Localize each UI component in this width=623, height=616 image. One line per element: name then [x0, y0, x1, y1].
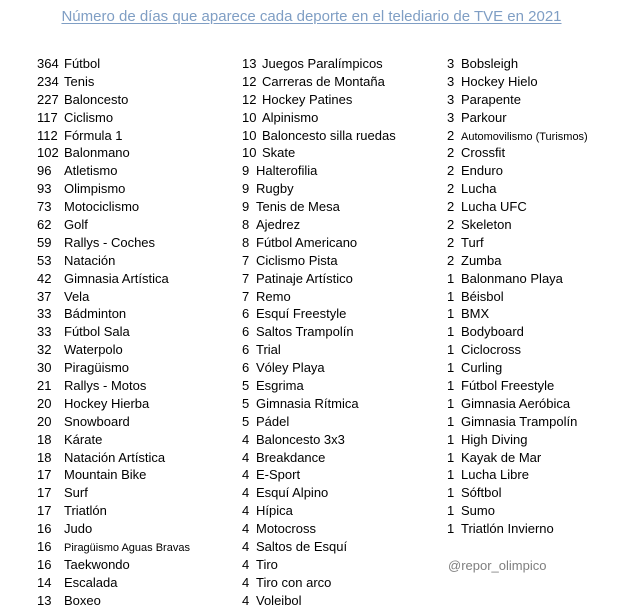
days-count: 18 [37, 431, 52, 447]
sport-name: Ajedrez [256, 217, 301, 233]
list-item [447, 377, 588, 395]
days-count: 5 [242, 378, 250, 394]
days-count: 6 [242, 342, 250, 358]
sport-name: Waterpolo [64, 342, 123, 358]
days-count: 73 [37, 199, 52, 215]
sport-name: BMX [461, 306, 490, 322]
days-count: 1 [447, 306, 455, 322]
list-item [447, 359, 588, 377]
days-count: 14 [37, 574, 52, 590]
sport-name: Ciclocross [461, 342, 521, 358]
days-count: 1 [447, 378, 455, 394]
days-count: 7 [242, 270, 250, 286]
sport-name: Ciclismo [64, 109, 114, 125]
list-item [37, 198, 190, 216]
sport-name: Lucha Libre [461, 467, 529, 483]
list-item [242, 109, 396, 127]
days-count: 1 [447, 449, 455, 465]
days-count: 59 [37, 234, 52, 250]
days-count: 1 [447, 485, 455, 501]
list-item [37, 180, 190, 198]
sport-name: Gimnasia Trampolín [461, 413, 578, 429]
sport-name: Carreras de Montaña [262, 73, 385, 89]
list-item [242, 413, 396, 431]
sport-name: Béisbol [461, 288, 504, 304]
list-item [447, 216, 588, 234]
list-item [37, 323, 190, 341]
days-count: 1 [447, 360, 455, 376]
list-item [242, 484, 396, 502]
days-count: 4 [242, 485, 250, 501]
list-item [242, 341, 396, 359]
sport-name: Hockey Patines [262, 91, 353, 107]
list-item [242, 520, 396, 538]
sport-name: Trial [256, 342, 281, 358]
list-item [242, 466, 396, 484]
sport-name: Tenis de Mesa [256, 199, 340, 215]
days-count: 4 [242, 556, 250, 572]
sport-name: Saltos de Esquí [256, 539, 348, 555]
sport-name: Ciclismo Pista [256, 252, 338, 268]
days-count: 10 [242, 127, 257, 143]
sport-name: Fútbol [64, 56, 101, 71]
sport-name: Juegos Paralímpicos [262, 56, 383, 71]
sport-name: Boxeo [64, 592, 101, 608]
list-item [447, 466, 588, 484]
sport-name: Vóley Playa [256, 360, 325, 376]
list-item [242, 538, 396, 556]
list-item [447, 91, 588, 109]
days-count: 9 [242, 163, 250, 179]
days-count: 5 [242, 413, 250, 429]
days-count: 4 [242, 592, 250, 608]
days-count: 13 [242, 56, 257, 71]
days-count: 42 [37, 270, 52, 286]
days-count: 9 [242, 181, 250, 197]
days-count: 112 [37, 127, 58, 143]
list-item [242, 323, 396, 341]
sport-name: Gimnasia Aeróbica [461, 395, 571, 411]
days-count: 30 [37, 360, 52, 376]
list-item [37, 413, 190, 431]
list-item [242, 162, 396, 180]
days-count: 93 [37, 181, 52, 197]
days-count: 4 [242, 574, 250, 590]
days-count: 18 [37, 449, 52, 465]
list-item [242, 502, 396, 520]
sport-name: Fútbol Americano [256, 234, 358, 250]
sport-name: Piragüismo [64, 360, 130, 376]
list-item [447, 341, 588, 359]
days-count: 16 [37, 556, 52, 572]
sport-name: Esquí Freestyle [256, 306, 347, 322]
days-count: 2 [447, 234, 455, 250]
sport-name: Balonmano [64, 145, 130, 161]
sport-name: Olimpismo [64, 181, 126, 197]
days-count: 1 [447, 324, 455, 340]
sport-name: Hockey Hielo [461, 73, 538, 89]
list-item [447, 413, 588, 431]
list-item [37, 55, 190, 73]
sport-name: Patinaje Artístico [256, 270, 353, 286]
sport-name: Fórmula 1 [64, 127, 123, 143]
list-item [447, 431, 588, 449]
sport-name: Baloncesto 3x3 [256, 431, 345, 447]
sport-name: Motociclismo [64, 199, 140, 215]
sport-name: Piragüismo Aguas Bravas [64, 542, 190, 555]
list-item [37, 466, 190, 484]
days-count: 37 [37, 288, 52, 304]
list-item [242, 449, 396, 467]
sport-name: Kayak de Mar [461, 449, 542, 465]
sport-name: Lucha UFC [461, 199, 527, 215]
list-item [447, 252, 588, 270]
days-count: 5 [242, 395, 250, 411]
days-count: 2 [447, 127, 455, 143]
sport-name: Remo [256, 288, 291, 304]
sport-name: Triatlón Invierno [461, 521, 554, 537]
sport-name: Natación [64, 252, 116, 268]
sport-name: Baloncesto [64, 91, 129, 107]
list-item [37, 520, 190, 538]
sport-name: Baloncesto silla ruedas [262, 127, 396, 143]
sport-name: Skeleton [461, 217, 512, 233]
sport-name: Breakdance [256, 449, 326, 465]
days-count: 20 [37, 395, 52, 411]
days-count: 1 [447, 395, 455, 411]
list-item [242, 377, 396, 395]
list-item [242, 592, 396, 610]
list-item [37, 252, 190, 270]
list-item [242, 252, 396, 270]
days-count: 4 [242, 539, 250, 555]
days-count: 13 [37, 592, 52, 608]
days-count: 1 [447, 431, 455, 447]
list-item [37, 144, 190, 162]
list-item [447, 288, 588, 306]
days-count: 7 [242, 288, 250, 304]
sport-name: Fútbol Sala [64, 324, 130, 340]
days-count: 4 [242, 449, 250, 465]
list-item [447, 484, 588, 502]
sports-column-1 [37, 55, 190, 610]
list-item [242, 288, 396, 306]
sport-name: Crossfit [461, 145, 506, 161]
days-count: 2 [447, 163, 455, 179]
sport-name: Sóftbol [461, 485, 502, 501]
days-count: 117 [37, 109, 58, 125]
sport-name: Parapente [461, 91, 521, 107]
list-item [37, 109, 190, 127]
days-count: 6 [242, 324, 250, 340]
sport-name: Kárate [64, 431, 103, 447]
days-count: 2 [447, 252, 455, 268]
sport-name: Taekwondo [64, 556, 130, 572]
list-item [447, 520, 588, 538]
days-count: 364 [37, 56, 59, 71]
sport-name: Escalada [64, 574, 118, 590]
list-item [242, 556, 396, 574]
sport-name: Vela [64, 288, 90, 304]
days-count: 3 [447, 56, 455, 71]
list-item [447, 449, 588, 467]
sport-name: Esgrima [256, 378, 304, 394]
days-count: 16 [37, 539, 52, 555]
sport-name: Bádminton [64, 306, 127, 322]
list-item [37, 574, 190, 592]
days-count: 21 [37, 378, 52, 394]
list-item [447, 198, 588, 216]
sport-name: Automovilismo (Turismos) [461, 130, 588, 143]
list-item [242, 180, 396, 198]
days-count: 10 [242, 145, 257, 161]
days-count: 17 [37, 467, 52, 483]
sport-name: Snowboard [64, 413, 130, 429]
list-item [37, 216, 190, 234]
sport-name: Voleibol [256, 592, 302, 608]
list-item [447, 270, 588, 288]
sport-name: Balonmano Playa [461, 270, 563, 286]
days-count: 9 [242, 199, 250, 215]
list-item [447, 323, 588, 341]
sport-name: Hípica [256, 503, 293, 519]
list-item [37, 359, 190, 377]
list-item [37, 73, 190, 91]
list-item [242, 216, 396, 234]
list-item [242, 198, 396, 216]
days-count: 102 [37, 145, 59, 161]
sport-name: Atletismo [64, 163, 118, 179]
list-item [37, 592, 190, 610]
days-count: 2 [447, 181, 455, 197]
list-item [37, 162, 190, 180]
sport-name: High Diving [461, 431, 528, 447]
sport-name: Esquí Alpino [256, 485, 329, 501]
list-item [37, 127, 190, 145]
days-count: 33 [37, 306, 52, 322]
list-item [447, 109, 588, 127]
list-item [242, 127, 396, 145]
list-item [447, 127, 588, 145]
days-count: 53 [37, 252, 52, 268]
list-item [447, 55, 588, 73]
days-count: 3 [447, 73, 455, 89]
days-count: 2 [447, 145, 455, 161]
list-item [37, 556, 190, 574]
sport-name: Tiro [256, 556, 278, 572]
days-count: 6 [242, 306, 250, 322]
list-item [447, 234, 588, 252]
list-item [37, 449, 190, 467]
list-item [447, 305, 588, 323]
sport-name: Bobsleigh [461, 56, 519, 71]
sport-name: Halterofilia [256, 163, 318, 179]
list-item [242, 305, 396, 323]
days-count: 10 [242, 109, 257, 125]
sport-name: Rallys - Coches [64, 234, 156, 250]
list-item [242, 270, 396, 288]
days-count: 33 [37, 324, 52, 340]
sport-name: Zumba [461, 252, 502, 268]
sport-name: Rugby [256, 181, 294, 197]
days-count: 12 [242, 91, 257, 107]
days-count: 12 [242, 73, 257, 89]
sport-name: Curling [461, 360, 503, 376]
sport-name: Golf [64, 217, 88, 233]
sport-name: E-Sport [256, 467, 301, 483]
list-item [447, 395, 588, 413]
list-item [242, 234, 396, 252]
days-count: 8 [242, 217, 250, 233]
days-count: 4 [242, 431, 250, 447]
list-item [242, 73, 396, 91]
list-item [37, 538, 190, 556]
sport-name: Gimnasia Rítmica [256, 395, 359, 411]
days-count: 1 [447, 342, 455, 358]
list-item [37, 91, 190, 109]
list-item [37, 305, 190, 323]
list-item [37, 484, 190, 502]
days-count: 2 [447, 199, 455, 215]
days-count: 3 [447, 91, 455, 107]
sport-name: Gimnasia Artística [64, 270, 169, 286]
list-item [242, 359, 396, 377]
sport-name: Alpinismo [262, 109, 319, 125]
list-item [447, 502, 588, 520]
list-item [37, 431, 190, 449]
list-item [447, 73, 588, 91]
sport-name: Mountain Bike [64, 467, 147, 483]
list-item [37, 377, 190, 395]
days-count: 1 [447, 288, 455, 304]
days-count: 8 [242, 234, 250, 250]
sport-name: Rallys - Motos [64, 378, 147, 394]
days-count: 20 [37, 413, 52, 429]
days-count: 4 [242, 503, 250, 519]
sport-name: Tiro con arco [256, 574, 332, 590]
sport-name: Sumo [461, 503, 495, 519]
list-item [37, 502, 190, 520]
list-item [37, 234, 190, 252]
days-count: 3 [447, 109, 455, 125]
days-count: 1 [447, 503, 455, 519]
days-count: 6 [242, 360, 250, 376]
author-handle: @repor_olimpico [448, 558, 547, 573]
list-item [242, 91, 396, 109]
sport-name: Parkour [461, 109, 507, 125]
list-item [242, 55, 396, 73]
days-count: 2 [447, 217, 455, 233]
days-count: 1 [447, 521, 455, 537]
sport-name: Motocross [256, 521, 316, 537]
days-count: 16 [37, 521, 52, 537]
list-item [447, 162, 588, 180]
list-item [242, 574, 396, 592]
sport-name: Lucha [461, 181, 497, 197]
list-item [242, 144, 396, 162]
days-count: 227 [37, 91, 59, 107]
list-item [37, 341, 190, 359]
sport-name: Skate [262, 145, 296, 161]
days-count: 17 [37, 503, 52, 519]
days-count: 62 [37, 217, 52, 233]
list-item [37, 270, 190, 288]
sport-name: Surf [64, 485, 88, 501]
page-title: Número de días que aparece cada deporte en el telediario de TVE en 2021 [61, 8, 562, 25]
list-item [447, 144, 588, 162]
sport-name: Saltos Trampolín [256, 324, 354, 340]
days-count: 4 [242, 467, 250, 483]
sport-name: Hockey Hierba [64, 395, 150, 411]
list-item [37, 288, 190, 306]
sport-name: Natación Artística [64, 449, 166, 465]
days-count: 234 [37, 73, 59, 89]
sport-name: Bodyboard [461, 324, 524, 340]
sports-column-2 [242, 55, 396, 610]
list-item [447, 180, 588, 198]
sport-name: Judo [64, 521, 93, 537]
days-count: 4 [242, 521, 250, 537]
days-count: 1 [447, 270, 455, 286]
sport-name: Enduro [461, 163, 503, 179]
sport-name: Pádel [256, 413, 290, 429]
list-item [37, 395, 190, 413]
sport-name: Fútbol Freestyle [461, 378, 555, 394]
days-count: 7 [242, 252, 250, 268]
days-count: 1 [447, 467, 455, 483]
days-count: 17 [37, 485, 52, 501]
days-count: 96 [37, 163, 52, 179]
sport-name: Tenis [64, 73, 95, 89]
sports-column-3 [447, 55, 588, 538]
list-item [242, 395, 396, 413]
sport-name: Triatlón [64, 503, 107, 519]
sport-name: Turf [461, 234, 484, 250]
list-item [242, 431, 396, 449]
days-count: 32 [37, 342, 52, 358]
days-count: 1 [447, 413, 455, 429]
